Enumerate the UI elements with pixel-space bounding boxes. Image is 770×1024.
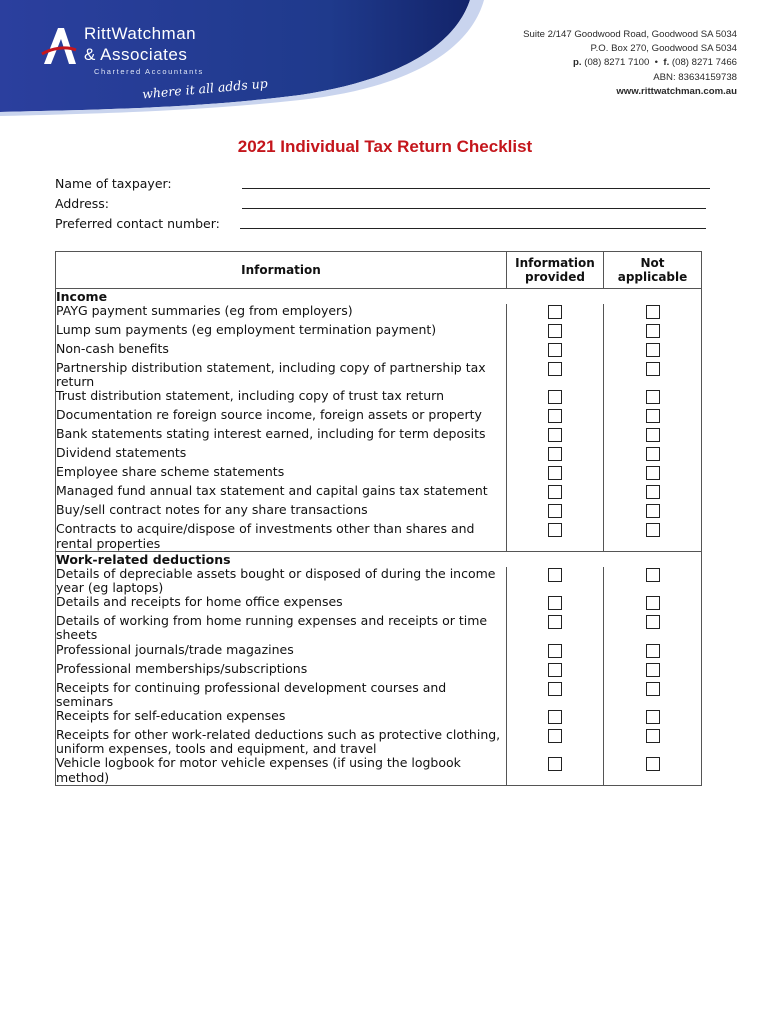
not-applicable-checkbox-cell [604, 643, 702, 662]
checklist-item-text: Vehicle logbook for motor vehicle expenses (if using the logbook method) [56, 756, 507, 785]
checklist-row [56, 389, 702, 408]
not-applicable-checkbox[interactable] [646, 663, 660, 677]
checklist-row [56, 361, 702, 389]
not-applicable-checkbox[interactable] [646, 729, 660, 743]
section-row [56, 551, 702, 567]
provided-checkbox-cell [507, 323, 604, 342]
checklist-body [56, 289, 702, 786]
provided-checkbox-cell [507, 567, 604, 595]
provided-checkbox-cell [507, 484, 604, 503]
checklist-row [56, 342, 702, 361]
not-applicable-checkbox[interactable] [646, 466, 660, 480]
provided-checkbox[interactable] [548, 409, 562, 423]
taxpayer-name-label: Name of taxpayer: [55, 176, 172, 191]
provided-checkbox-cell [507, 595, 604, 614]
table-header-row [56, 252, 702, 289]
contact-number-label: Preferred contact number: [55, 216, 220, 231]
not-applicable-checkbox-cell [604, 756, 702, 785]
provided-checkbox-cell [507, 408, 604, 427]
not-applicable-checkbox[interactable] [646, 568, 660, 582]
company-logo [40, 20, 280, 100]
not-applicable-checkbox[interactable] [646, 523, 660, 537]
checklist-item-text: Receipts for continuing professional development courses and seminars [56, 681, 507, 709]
fax-label: f. [663, 57, 670, 69]
checklist-item-text: Professional memberships/subscriptions [56, 662, 507, 681]
section-row [56, 289, 702, 305]
section-heading: Income [56, 289, 702, 305]
logo-name-line2: & Associates [84, 45, 188, 64]
abn: ABN: 83634159738 [653, 71, 737, 83]
checklist-item-text: Contracts to acquire/dispose of investments other than shares and rental properties [56, 522, 507, 551]
checklist-row [56, 304, 702, 323]
checklist-row [56, 709, 702, 728]
provided-checkbox[interactable] [548, 466, 562, 480]
provided-checkbox[interactable] [548, 305, 562, 319]
checklist-item-text: Professional journals/trade magazines [56, 643, 507, 662]
provided-checkbox[interactable] [548, 523, 562, 537]
provided-checkbox-cell [507, 709, 604, 728]
checklist-item-text: Buy/sell contract notes for any share transactions [56, 503, 507, 522]
provided-checkbox[interactable] [548, 428, 562, 442]
checklist-row [56, 643, 702, 662]
not-applicable-checkbox-cell [604, 595, 702, 614]
provided-checkbox[interactable] [548, 596, 562, 610]
provided-checkbox-cell [507, 361, 604, 389]
website-link[interactable]: www.rittwatchman.com.au [616, 85, 737, 97]
not-applicable-checkbox[interactable] [646, 343, 660, 357]
address-field[interactable] [242, 208, 706, 209]
provided-checkbox[interactable] [548, 390, 562, 404]
checklist-item-text: Employee share scheme statements [56, 465, 507, 484]
provided-checkbox-cell [507, 304, 604, 323]
not-applicable-checkbox-cell [604, 427, 702, 446]
checklist-row [56, 408, 702, 427]
checklist-row [56, 446, 702, 465]
provided-checkbox[interactable] [548, 615, 562, 629]
not-applicable-checkbox-cell [604, 709, 702, 728]
not-applicable-checkbox[interactable] [646, 485, 660, 499]
logo-name-line1: RittWatchman [84, 24, 197, 43]
contact-number-field[interactable] [240, 228, 706, 229]
not-applicable-checkbox-cell [604, 408, 702, 427]
not-applicable-checkbox-cell [604, 522, 702, 551]
not-applicable-checkbox-cell [604, 389, 702, 408]
provided-checkbox[interactable] [548, 362, 562, 376]
checklist-item-text: Receipts for self-education expenses [56, 709, 507, 728]
address-line-1: Suite 2/147 Goodwood Road, Goodwood SA 5034 [523, 29, 737, 40]
checklist-row [56, 756, 702, 785]
provided-checkbox-cell [507, 446, 604, 465]
not-applicable-checkbox[interactable] [646, 409, 660, 423]
logo-a-icon [40, 24, 78, 68]
address-label: Address: [55, 196, 109, 211]
provided-checkbox[interactable] [548, 710, 562, 724]
not-applicable-checkbox[interactable] [646, 682, 660, 696]
not-applicable-checkbox[interactable] [646, 710, 660, 724]
provided-checkbox[interactable] [548, 663, 562, 677]
checklist-row [56, 323, 702, 342]
provided-checkbox[interactable] [548, 343, 562, 357]
checklist-table [55, 251, 702, 786]
checklist-item-text: Managed fund annual tax statement and capital gains tax statement [56, 484, 507, 503]
checklist-row [56, 728, 702, 756]
provided-checkbox-cell [507, 643, 604, 662]
not-applicable-checkbox[interactable] [646, 615, 660, 629]
not-applicable-checkbox-cell [604, 484, 702, 503]
logo-subtitle: Chartered Accountants [94, 67, 204, 76]
not-applicable-checkbox[interactable] [646, 362, 660, 376]
checklist-row [56, 614, 702, 642]
checklist-item-text: Non-cash benefits [56, 342, 507, 361]
checklist-row [56, 567, 702, 595]
provided-checkbox-cell [507, 427, 604, 446]
not-applicable-checkbox[interactable] [646, 447, 660, 461]
logo-tagline: where it all adds up [141, 75, 269, 102]
provided-checkbox-cell [507, 503, 604, 522]
column-header-not-applicable: Not applicable [604, 252, 702, 289]
phone-fax-line [523, 56, 737, 70]
not-applicable-checkbox[interactable] [646, 324, 660, 338]
taxpayer-name-field[interactable] [242, 188, 710, 189]
checklist-item-text: Details and receipts for home office expenses [56, 595, 507, 614]
not-applicable-checkbox-cell [604, 681, 702, 709]
provided-checkbox-cell [507, 662, 604, 681]
not-applicable-checkbox-cell [604, 567, 702, 595]
not-applicable-checkbox-cell [604, 446, 702, 465]
checklist-item-text: Lump sum payments (eg employment termination payment) [56, 323, 507, 342]
checklist-item-text: Receipts for other work-related deductions such as protective clothing, uniform expenses, tools and equipment, and travel [56, 728, 507, 756]
checklist-item-text: Bank statements stating interest earned, including for term deposits [56, 427, 507, 446]
checklist-row [56, 595, 702, 614]
not-applicable-checkbox[interactable] [646, 305, 660, 319]
provided-checkbox[interactable] [548, 682, 562, 696]
not-applicable-checkbox[interactable] [646, 504, 660, 518]
fax-number: (08) 8271 7466 [671, 57, 737, 69]
provided-checkbox[interactable] [548, 485, 562, 499]
not-applicable-checkbox[interactable] [646, 596, 660, 610]
provided-checkbox[interactable] [548, 757, 562, 771]
section-heading: Work-related deductions [56, 551, 702, 567]
page-title: 2021 Individual Tax Return Checklist [237, 137, 533, 156]
not-applicable-checkbox-cell [604, 342, 702, 361]
not-applicable-checkbox[interactable] [646, 757, 660, 771]
provided-checkbox-cell [507, 614, 604, 642]
checklist-row [56, 465, 702, 484]
provided-checkbox[interactable] [548, 729, 562, 743]
not-applicable-checkbox-cell [604, 304, 702, 323]
provided-checkbox[interactable] [548, 644, 562, 658]
not-applicable-checkbox-cell [604, 662, 702, 681]
provided-checkbox-cell [507, 756, 604, 785]
provided-checkbox[interactable] [548, 324, 562, 338]
checklist-row [56, 522, 702, 551]
phone-label: p. [573, 57, 582, 69]
checklist-row [56, 681, 702, 709]
provided-checkbox-cell [507, 681, 604, 709]
provided-checkbox-cell [507, 389, 604, 408]
checklist-item-text: Trust distribution statement, including copy of trust tax return [56, 389, 507, 408]
provided-checkbox[interactable] [548, 504, 562, 518]
not-applicable-checkbox-cell [604, 465, 702, 484]
provided-checkbox-cell [507, 522, 604, 551]
provided-checkbox-cell [507, 728, 604, 756]
address-line-2: P.O. Box 270, Goodwood SA 5034 [590, 43, 737, 55]
not-applicable-checkbox-cell [604, 323, 702, 342]
not-applicable-checkbox-cell [604, 728, 702, 756]
checklist-item-text: PAYG payment summaries (eg from employers) [56, 304, 507, 323]
not-applicable-checkbox-cell [604, 503, 702, 522]
checklist-item-text: Partnership distribution statement, including copy of partnership tax return [56, 361, 507, 389]
checklist-item-text: Dividend statements [56, 446, 507, 465]
checklist-item-text: Details of depreciable assets bought or disposed of during the income year (eg laptops) [56, 567, 507, 595]
not-applicable-checkbox-cell [604, 361, 702, 389]
provided-checkbox[interactable] [548, 447, 562, 461]
not-applicable-checkbox[interactable] [646, 644, 660, 658]
checklist-item-text: Details of working from home running expenses and receipts or time sheets [56, 614, 507, 642]
checklist-row [56, 662, 702, 681]
column-header-provided: Information provided [507, 252, 604, 289]
checklist-item-text: Documentation re foreign source income, foreign assets or property [56, 408, 507, 427]
checklist-row [56, 503, 702, 522]
not-applicable-checkbox[interactable] [646, 428, 660, 442]
column-header-information: Information [56, 252, 507, 289]
separator-dot: • [652, 57, 661, 69]
not-applicable-checkbox[interactable] [646, 390, 660, 404]
provided-checkbox-cell [507, 465, 604, 484]
phone-number: (08) 8271 7100 [584, 57, 650, 69]
checklist-row [56, 484, 702, 503]
checklist-row [56, 427, 702, 446]
contact-block [523, 28, 737, 99]
not-applicable-checkbox-cell [604, 614, 702, 642]
provided-checkbox-cell [507, 342, 604, 361]
provided-checkbox[interactable] [548, 568, 562, 582]
